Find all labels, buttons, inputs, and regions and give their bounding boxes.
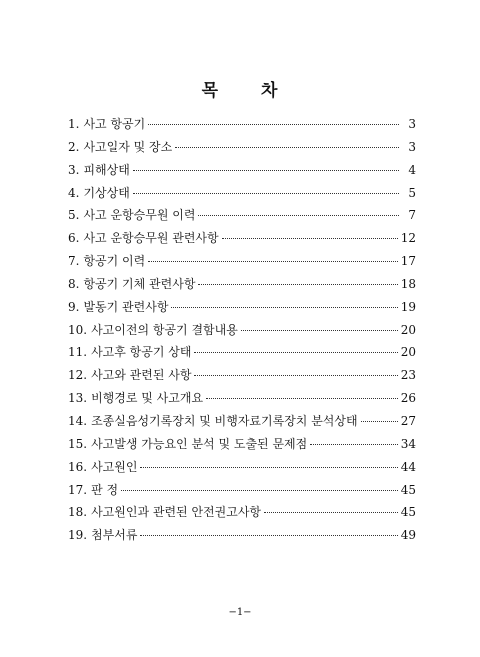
toc-entry-number: 2. bbox=[68, 139, 80, 154]
toc-entry-page: 3 bbox=[408, 117, 416, 131]
toc-entry bbox=[68, 524, 416, 547]
toc-entry-page: 4 bbox=[408, 162, 416, 177]
dot-leader bbox=[175, 146, 399, 148]
dot-leader bbox=[206, 397, 398, 399]
toc-entry bbox=[68, 479, 416, 502]
toc-entry-label: 사고후 항공기 상태 bbox=[91, 345, 192, 360]
toc-entry-number: 15. bbox=[68, 436, 88, 451]
dot-leader bbox=[140, 534, 397, 536]
toc-entry-page: 17 bbox=[400, 254, 416, 269]
toc-entry-page: 27 bbox=[400, 413, 416, 428]
toc-entry-page: 12 bbox=[400, 231, 416, 246]
toc-entry-label: 비행경로 및 사고개요 bbox=[91, 391, 204, 406]
toc-entry bbox=[68, 182, 416, 205]
toc-entry-page: 44 bbox=[400, 459, 416, 474]
toc-entry-label: 조종실음성기록장치 및 비행자료기록장치 분석상태 bbox=[91, 413, 358, 428]
toc-entry-number: 11. bbox=[68, 345, 88, 360]
toc-entry-number: 5. bbox=[68, 208, 80, 223]
dot-leader bbox=[140, 466, 397, 468]
toc-entry-number: 8. bbox=[68, 276, 80, 291]
toc-entry bbox=[68, 204, 416, 227]
toc-entry-number: 19. bbox=[68, 528, 88, 543]
toc-entry bbox=[68, 296, 416, 319]
toc-entry-number: 1. bbox=[68, 117, 80, 131]
toc-entry-page: 18 bbox=[400, 276, 416, 291]
dot-leader bbox=[148, 260, 397, 262]
toc-entry-number: 14. bbox=[68, 413, 88, 428]
dot-leader bbox=[121, 489, 398, 491]
toc-entry bbox=[68, 319, 416, 342]
toc-entry-number: 9. bbox=[68, 299, 80, 314]
table-of-contents bbox=[68, 113, 416, 547]
dot-leader bbox=[171, 306, 397, 308]
toc-entry-label: 사고 항공기 bbox=[83, 117, 146, 131]
title-left: 목 bbox=[201, 81, 219, 101]
toc-entry-number: 13. bbox=[68, 391, 88, 406]
toc-entry-number: 6. bbox=[68, 231, 80, 246]
toc-entry-number: 10. bbox=[68, 322, 88, 337]
page-number-footer: −1− bbox=[228, 607, 252, 618]
toc-entry-number: 16. bbox=[68, 459, 88, 474]
toc-entry-page: 20 bbox=[400, 322, 416, 337]
dot-leader bbox=[148, 123, 399, 125]
toc-entry-number: 17. bbox=[68, 482, 88, 497]
dot-leader bbox=[133, 192, 399, 194]
toc-entry bbox=[68, 341, 416, 364]
toc-entry-label: 발동기 관련사항 bbox=[83, 299, 169, 314]
toc-entry-label: 사고발생 가능요인 분석 및 도출된 문제점 bbox=[91, 436, 308, 451]
dot-leader bbox=[264, 511, 398, 513]
toc-entry bbox=[68, 250, 416, 273]
toc-entry bbox=[68, 227, 416, 250]
toc-entry bbox=[68, 159, 416, 182]
toc-entry-page: 19 bbox=[400, 299, 416, 314]
dot-leader bbox=[194, 374, 397, 376]
toc-entry-label: 항공기 기체 관련사항 bbox=[83, 276, 196, 291]
toc-entry-label: 피해상태 bbox=[83, 162, 130, 177]
toc-entry-page: 7 bbox=[408, 208, 416, 223]
toc-entry-label: 판 정 bbox=[91, 482, 119, 497]
toc-entry-label: 사고 운항승무원 관련사항 bbox=[83, 231, 219, 246]
toc-entry-number: 7. bbox=[68, 254, 80, 269]
toc-entry bbox=[68, 501, 416, 524]
toc-entry-number: 12. bbox=[68, 368, 88, 383]
dot-leader bbox=[198, 214, 399, 216]
toc-entry-page: 34 bbox=[400, 436, 416, 451]
toc-entry bbox=[68, 387, 416, 410]
dot-leader bbox=[310, 443, 397, 445]
toc-entry-number: 3. bbox=[68, 162, 80, 177]
toc-entry-page: 3 bbox=[408, 139, 416, 154]
toc-entry bbox=[68, 410, 416, 433]
page-title bbox=[0, 76, 480, 101]
toc-entry-label: 사고원인 bbox=[91, 459, 138, 474]
toc-entry-page: 23 bbox=[400, 368, 416, 383]
dot-leader bbox=[361, 420, 398, 422]
toc-entry-page: 49 bbox=[400, 528, 416, 543]
dot-leader bbox=[241, 329, 398, 331]
toc-entry-label: 첨부서류 bbox=[91, 528, 138, 543]
toc-entry-label: 사고 운항승무원 이력 bbox=[83, 208, 196, 223]
toc-entry-number: 18. bbox=[68, 505, 88, 520]
toc-entry-label: 기상상태 bbox=[83, 185, 130, 200]
toc-entry-page: 45 bbox=[400, 482, 416, 497]
dot-leader bbox=[194, 351, 397, 353]
toc-entry-label: 항공기 이력 bbox=[83, 254, 146, 269]
toc-entry-label: 사고원인과 관련된 안전권고사항 bbox=[91, 505, 262, 520]
toc-entry bbox=[68, 136, 416, 159]
dot-leader bbox=[198, 283, 397, 285]
toc-entry-label: 사고일자 및 장소 bbox=[83, 139, 173, 154]
toc-entry-page: 20 bbox=[400, 345, 416, 360]
toc-entry-number: 4. bbox=[68, 185, 80, 200]
toc-entry-page: 26 bbox=[400, 391, 416, 406]
toc-entry-label: 사고이전의 항공기 결함내용 bbox=[91, 322, 238, 337]
title-right: 차 bbox=[261, 81, 279, 101]
dot-leader bbox=[222, 237, 398, 239]
dot-leader bbox=[133, 169, 399, 171]
toc-entry-page: 5 bbox=[408, 185, 416, 200]
toc-entry-label: 사고와 관련된 사항 bbox=[91, 368, 192, 383]
toc-entry-page: 45 bbox=[400, 505, 416, 520]
toc-entry bbox=[68, 364, 416, 387]
toc-entry bbox=[68, 456, 416, 479]
toc-entry bbox=[68, 113, 416, 136]
toc-entry bbox=[68, 433, 416, 456]
toc-entry bbox=[68, 273, 416, 296]
